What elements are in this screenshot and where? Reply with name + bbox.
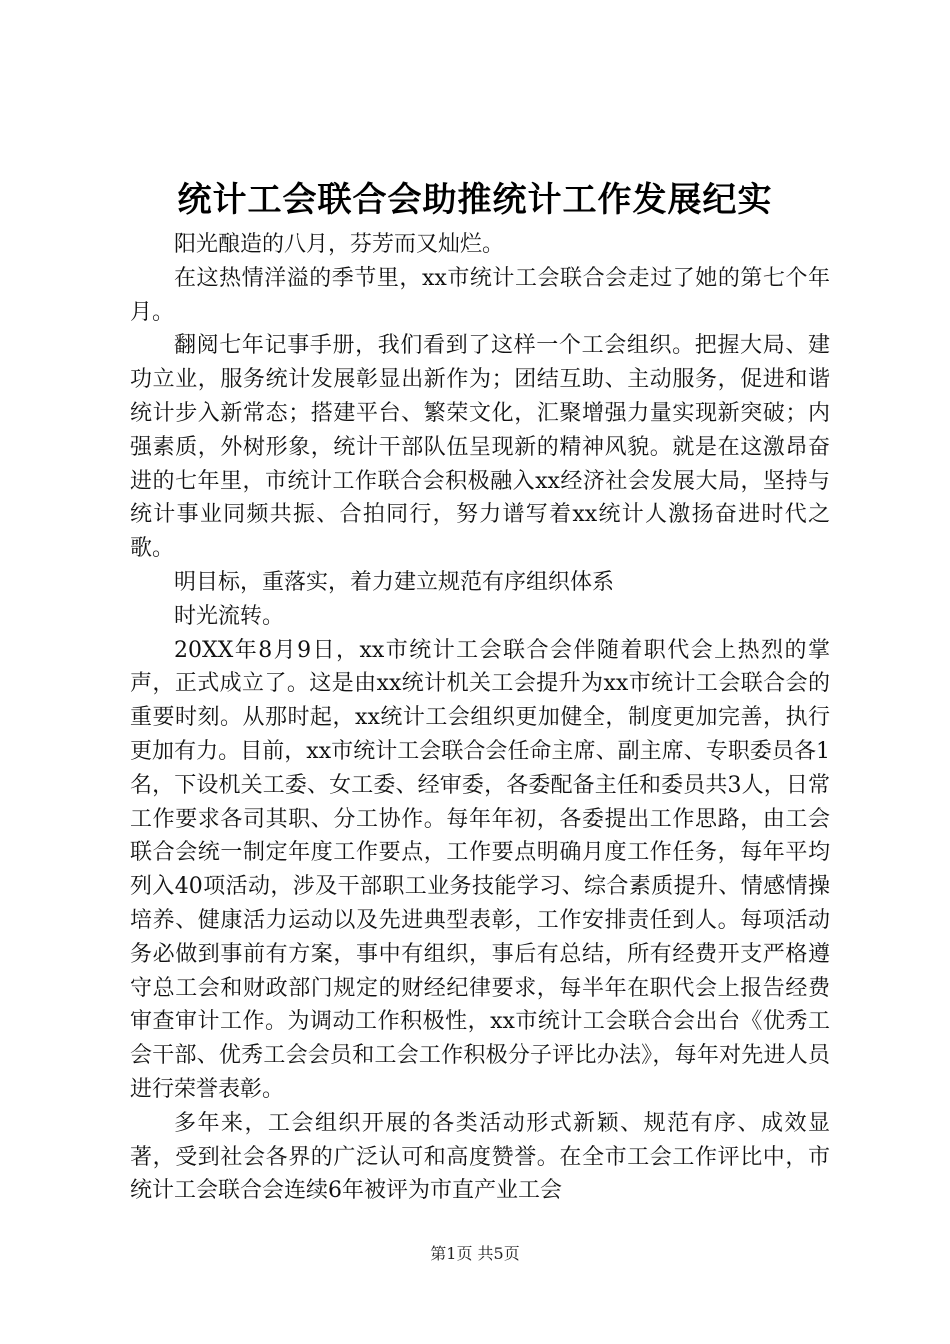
- document-title: 统计工会联合会助推统计工作发展纪实: [177, 180, 773, 220]
- paragraph: 翻阅七年记事手册，我们看到了这样一个工会组织。把握大局、建功立业，服务统计发展彰显出新作为；团结互助、主动服务，促进和谐统计步入新常态；搭建平台、繁荣文化，汇聚增强力量实现新突破；内强素质，外树形象，统计干部队伍呈现新的精神风貌。就是在这激昂奋进的七年里，市统计工作联合会积极融入xx经济社会发展大局，坚持与统计事业同频共振、合拍同行，努力谱写着xx统计人激扬奋进时代之歌。: [130, 333, 830, 562]
- paragraph: 阳光酿造的八月，芬芳而又灿烂。: [174, 232, 505, 257]
- section-heading: 明目标，重落实，着力建立规范有序组织体系: [174, 569, 615, 595]
- paragraph: 在这热情洋溢的季节里，xx市统计工会联合会走过了她的第七个年月。: [130, 265, 830, 325]
- paragraph: 时光流转。: [174, 603, 285, 629]
- paragraph: 多年来，工会组织开展的各类活动形式新颖、规范有序、成效显著，受到社会各界的广泛认可和高度赞誉。在全市工会工作评比中，市统计工会联合会连续6年被评为市直产业工会: [130, 1110, 830, 1204]
- page-footer: 第1页 共5页: [430, 1244, 520, 1263]
- paragraph: 20XX年8月9日，xx市统计工会联合会伴随着职代会上热烈的掌声，正式成立了。这是由xx统计机关工会提升为xx市统计工会联合会的重要时刻。从那时起，xx统计工会组织更加健全，制度更加完善，执行更加有力。目前，xx市统计工会联合会任命主席、副主席、专职委员各1名，下设机关工委、女工委、经审委，各委配备主任和委员共3人，日常工作要求各司其职、分工协作。每年年初，各委提出工作思路，由工会联合会统一制定年度工作要点，工作要点明确月度工作任务，每年平均列入40项活动，涉及干部职工业务技能学习、综合素质提升、情感情操培养、健康活力运动以及先进典型表彰，工作安排责任到人。每项活动务必做到事前有方案，事中有组织，事后有总结，所有经费开支严格遵守总工会和财政部门规定的财经纪律要求，每半年在职代会上报告经费审查审计工作。为调动工作积极性，xx市统计工会联合会出台《优秀工会干部、优秀工会会员和工会工作积极分子评比办法》，每年对先进人员进行荣誉表彰。: [130, 637, 830, 1102]
- document-body: [130, 228, 830, 1208]
